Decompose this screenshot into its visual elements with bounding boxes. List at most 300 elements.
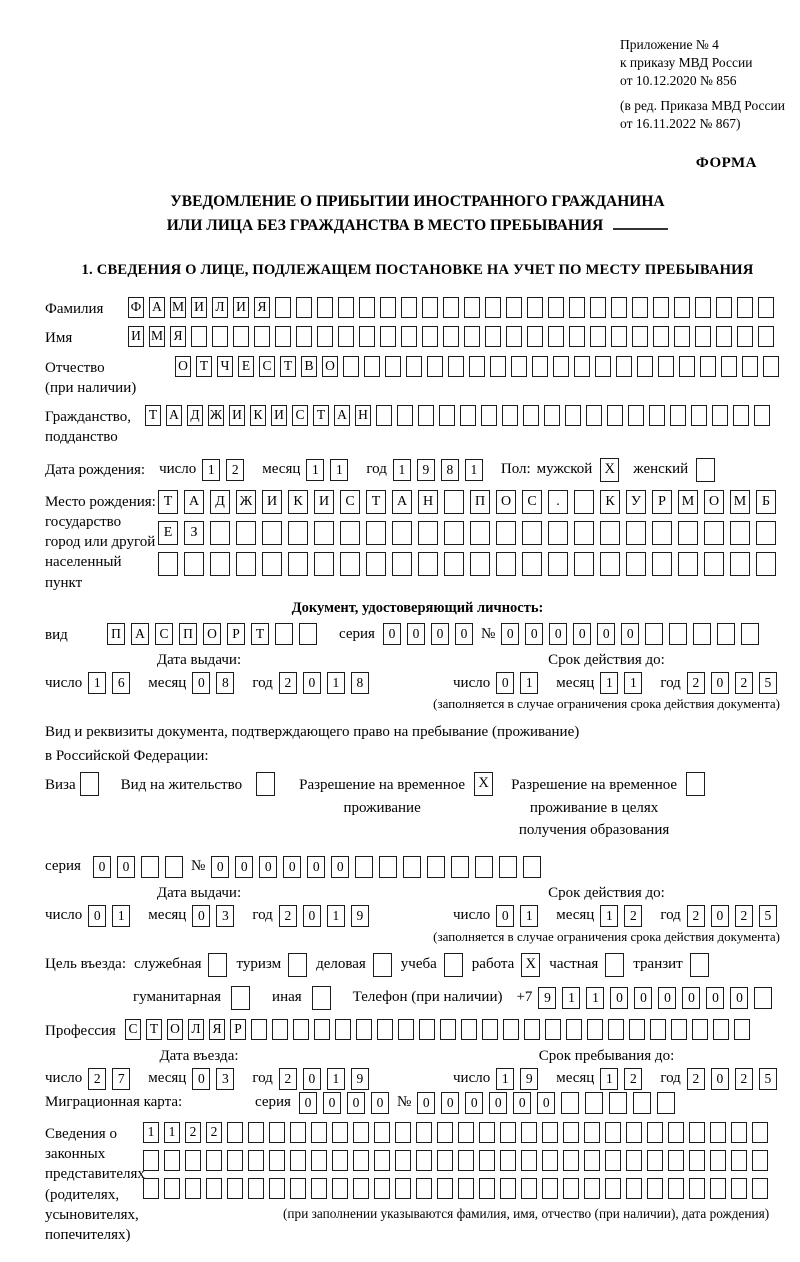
cell[interactable]: Ж bbox=[236, 490, 256, 514]
cell[interactable] bbox=[734, 1019, 750, 1040]
cell[interactable] bbox=[419, 1019, 435, 1040]
cell[interactable] bbox=[340, 552, 360, 576]
cell[interactable] bbox=[248, 1178, 264, 1199]
cell[interactable] bbox=[737, 297, 753, 318]
cell[interactable] bbox=[626, 1122, 642, 1143]
cell[interactable]: А bbox=[131, 623, 149, 645]
cell[interactable]: 0 bbox=[501, 623, 519, 645]
residence-permit-checkbox[interactable] bbox=[256, 772, 275, 796]
cell[interactable] bbox=[716, 297, 732, 318]
cell[interactable] bbox=[485, 326, 501, 347]
cell[interactable]: 2 bbox=[206, 1122, 222, 1143]
cell[interactable] bbox=[548, 552, 568, 576]
cell[interactable] bbox=[437, 1122, 453, 1143]
cell[interactable] bbox=[212, 326, 228, 347]
cell[interactable] bbox=[653, 326, 669, 347]
cell[interactable] bbox=[444, 521, 464, 545]
cell[interactable]: 0 bbox=[192, 672, 210, 694]
cell[interactable]: Я bbox=[254, 297, 270, 318]
cell[interactable]: 0 bbox=[537, 1092, 555, 1114]
cell[interactable]: Т bbox=[280, 356, 296, 377]
cell[interactable] bbox=[376, 405, 392, 426]
cell[interactable] bbox=[500, 1150, 516, 1171]
cell[interactable] bbox=[262, 521, 282, 545]
cell[interactable] bbox=[227, 1122, 243, 1143]
cell[interactable]: 0 bbox=[610, 987, 628, 1009]
cell[interactable] bbox=[668, 1178, 684, 1199]
cell[interactable] bbox=[343, 356, 359, 377]
cell[interactable] bbox=[275, 623, 293, 645]
cell[interactable] bbox=[422, 326, 438, 347]
cell[interactable] bbox=[584, 1178, 600, 1199]
purpose-humanitarian-checkbox[interactable] bbox=[231, 986, 250, 1010]
cell[interactable] bbox=[332, 1178, 348, 1199]
cell[interactable]: Н bbox=[355, 405, 371, 426]
cell[interactable] bbox=[385, 356, 401, 377]
cell[interactable] bbox=[275, 297, 291, 318]
cell[interactable]: Е bbox=[238, 356, 254, 377]
cell[interactable] bbox=[422, 297, 438, 318]
cell[interactable] bbox=[737, 326, 753, 347]
cell[interactable] bbox=[544, 405, 560, 426]
cell[interactable]: Я bbox=[170, 326, 186, 347]
cell[interactable] bbox=[671, 1019, 687, 1040]
cell[interactable] bbox=[730, 552, 750, 576]
cell[interactable]: В bbox=[301, 356, 317, 377]
cell[interactable] bbox=[548, 326, 564, 347]
cell[interactable] bbox=[317, 297, 333, 318]
cell[interactable] bbox=[548, 521, 568, 545]
cell[interactable] bbox=[340, 521, 360, 545]
cell[interactable] bbox=[653, 297, 669, 318]
cell[interactable] bbox=[437, 1150, 453, 1171]
cell[interactable]: 0 bbox=[303, 1068, 321, 1090]
cell[interactable] bbox=[710, 1178, 726, 1199]
cell[interactable]: 0 bbox=[88, 905, 106, 927]
cell[interactable] bbox=[669, 623, 687, 645]
cell[interactable] bbox=[353, 1122, 369, 1143]
cell[interactable] bbox=[563, 1122, 579, 1143]
cell[interactable] bbox=[607, 405, 623, 426]
cell[interactable] bbox=[731, 1150, 747, 1171]
cell[interactable]: 1 bbox=[600, 905, 618, 927]
cell[interactable] bbox=[637, 356, 653, 377]
cell[interactable] bbox=[731, 1178, 747, 1199]
cell[interactable] bbox=[523, 405, 539, 426]
cell[interactable] bbox=[721, 356, 737, 377]
cell[interactable] bbox=[521, 1150, 537, 1171]
cell[interactable] bbox=[678, 521, 698, 545]
cell[interactable] bbox=[565, 405, 581, 426]
cell[interactable]: П bbox=[179, 623, 197, 645]
cell[interactable] bbox=[395, 1122, 411, 1143]
cell[interactable] bbox=[296, 326, 312, 347]
cell[interactable] bbox=[605, 1178, 621, 1199]
cell[interactable]: 0 bbox=[621, 623, 639, 645]
cell[interactable] bbox=[741, 623, 759, 645]
cell[interactable] bbox=[443, 326, 459, 347]
cell[interactable] bbox=[587, 1019, 603, 1040]
cell[interactable]: М bbox=[678, 490, 698, 514]
cell[interactable] bbox=[206, 1150, 222, 1171]
cell[interactable] bbox=[288, 552, 308, 576]
cell[interactable] bbox=[628, 405, 644, 426]
cell[interactable] bbox=[356, 1019, 372, 1040]
cell[interactable]: 1 bbox=[306, 459, 324, 481]
cell[interactable]: Н bbox=[418, 490, 438, 514]
cell[interactable]: Ч bbox=[217, 356, 233, 377]
cell[interactable]: 1 bbox=[624, 672, 642, 694]
cell[interactable] bbox=[143, 1178, 159, 1199]
cell[interactable] bbox=[626, 521, 646, 545]
cell[interactable]: 0 bbox=[711, 672, 729, 694]
cell[interactable]: 7 bbox=[112, 1068, 130, 1090]
cell[interactable]: 2 bbox=[185, 1122, 201, 1143]
cell[interactable] bbox=[416, 1178, 432, 1199]
cell[interactable]: 1 bbox=[164, 1122, 180, 1143]
cell[interactable] bbox=[563, 1150, 579, 1171]
cell[interactable] bbox=[574, 552, 594, 576]
cell[interactable] bbox=[227, 1178, 243, 1199]
cell[interactable]: 1 bbox=[465, 459, 483, 481]
cell[interactable]: А bbox=[149, 297, 165, 318]
cell[interactable] bbox=[314, 1019, 330, 1040]
cell[interactable]: 0 bbox=[117, 856, 135, 878]
cell[interactable]: Р bbox=[230, 1019, 246, 1040]
cell[interactable]: 0 bbox=[192, 905, 210, 927]
cell[interactable]: И bbox=[314, 490, 334, 514]
cell[interactable] bbox=[185, 1150, 201, 1171]
cell[interactable]: 0 bbox=[549, 623, 567, 645]
cell[interactable]: И bbox=[262, 490, 282, 514]
cell[interactable]: 9 bbox=[351, 1068, 369, 1090]
cell[interactable] bbox=[158, 552, 178, 576]
cell[interactable]: М bbox=[149, 326, 165, 347]
purpose-work-checkbox[interactable]: X bbox=[521, 953, 540, 977]
cell[interactable]: С bbox=[259, 356, 275, 377]
cell[interactable] bbox=[290, 1150, 306, 1171]
cell[interactable]: 1 bbox=[586, 987, 604, 1009]
cell[interactable] bbox=[475, 856, 493, 878]
cell[interactable] bbox=[574, 490, 594, 514]
cell[interactable]: 2 bbox=[687, 1068, 705, 1090]
cell[interactable]: 1 bbox=[330, 459, 348, 481]
cell[interactable]: Я bbox=[209, 1019, 225, 1040]
cell[interactable] bbox=[470, 552, 490, 576]
cell[interactable]: 0 bbox=[192, 1068, 210, 1090]
cell[interactable]: К bbox=[250, 405, 266, 426]
cell[interactable]: 0 bbox=[235, 856, 253, 878]
cell[interactable] bbox=[296, 297, 312, 318]
cell[interactable]: 3 bbox=[216, 1068, 234, 1090]
cell[interactable] bbox=[527, 326, 543, 347]
cell[interactable] bbox=[500, 1178, 516, 1199]
cell[interactable]: 0 bbox=[711, 1068, 729, 1090]
cell[interactable]: С bbox=[292, 405, 308, 426]
cell[interactable]: К bbox=[600, 490, 620, 514]
cell[interactable] bbox=[632, 326, 648, 347]
cell[interactable]: Ф bbox=[128, 297, 144, 318]
cell[interactable]: С bbox=[340, 490, 360, 514]
cell[interactable] bbox=[716, 326, 732, 347]
cell[interactable]: 0 bbox=[597, 623, 615, 645]
cell[interactable] bbox=[563, 1178, 579, 1199]
cell[interactable] bbox=[380, 326, 396, 347]
cell[interactable] bbox=[401, 326, 417, 347]
cell[interactable] bbox=[712, 405, 728, 426]
cell[interactable] bbox=[647, 1122, 663, 1143]
cell[interactable] bbox=[670, 405, 686, 426]
cell[interactable] bbox=[584, 1150, 600, 1171]
cell[interactable] bbox=[616, 356, 632, 377]
cell[interactable] bbox=[254, 326, 270, 347]
cell[interactable] bbox=[561, 1092, 579, 1114]
cell[interactable] bbox=[490, 356, 506, 377]
cell[interactable]: 0 bbox=[634, 987, 652, 1009]
cell[interactable]: 1 bbox=[520, 905, 538, 927]
cell[interactable] bbox=[590, 297, 606, 318]
cell[interactable]: 9 bbox=[520, 1068, 538, 1090]
cell[interactable] bbox=[269, 1150, 285, 1171]
cell[interactable] bbox=[233, 326, 249, 347]
cell[interactable] bbox=[210, 552, 230, 576]
cell[interactable] bbox=[460, 405, 476, 426]
cell[interactable]: Д bbox=[210, 490, 230, 514]
cell[interactable] bbox=[496, 521, 516, 545]
cell[interactable] bbox=[506, 297, 522, 318]
cell[interactable]: 0 bbox=[303, 672, 321, 694]
cell[interactable]: 2 bbox=[624, 1068, 642, 1090]
cell[interactable] bbox=[311, 1122, 327, 1143]
cell[interactable]: 0 bbox=[496, 672, 514, 694]
cell[interactable] bbox=[695, 326, 711, 347]
cell[interactable] bbox=[695, 297, 711, 318]
cell[interactable] bbox=[418, 521, 438, 545]
cell[interactable]: 0 bbox=[489, 1092, 507, 1114]
cell[interactable]: 1 bbox=[327, 672, 345, 694]
cell[interactable]: . bbox=[548, 490, 568, 514]
cell[interactable] bbox=[359, 297, 375, 318]
cell[interactable]: 0 bbox=[303, 905, 321, 927]
cell[interactable] bbox=[756, 521, 776, 545]
cell[interactable]: 0 bbox=[331, 856, 349, 878]
cell[interactable] bbox=[574, 356, 590, 377]
cell[interactable]: 2 bbox=[279, 672, 297, 694]
cell[interactable]: 8 bbox=[441, 459, 459, 481]
cell[interactable] bbox=[374, 1122, 390, 1143]
cell[interactable] bbox=[754, 987, 772, 1009]
cell[interactable]: О bbox=[496, 490, 516, 514]
cell[interactable]: 5 bbox=[759, 672, 777, 694]
cell[interactable] bbox=[545, 1019, 561, 1040]
cell[interactable]: Т bbox=[313, 405, 329, 426]
cell[interactable] bbox=[633, 1092, 651, 1114]
visa-checkbox[interactable] bbox=[80, 772, 99, 796]
cell[interactable]: Б bbox=[756, 490, 776, 514]
cell[interactable] bbox=[314, 552, 334, 576]
cell[interactable] bbox=[674, 297, 690, 318]
cell[interactable] bbox=[704, 552, 724, 576]
cell[interactable]: А bbox=[334, 405, 350, 426]
cell[interactable]: О bbox=[322, 356, 338, 377]
cell[interactable]: Т bbox=[145, 405, 161, 426]
cell[interactable] bbox=[227, 1150, 243, 1171]
cell[interactable] bbox=[374, 1150, 390, 1171]
cell[interactable] bbox=[500, 1122, 516, 1143]
cell[interactable] bbox=[608, 1019, 624, 1040]
cell[interactable] bbox=[689, 1122, 705, 1143]
cell[interactable] bbox=[730, 521, 750, 545]
cell[interactable] bbox=[758, 297, 774, 318]
cell[interactable] bbox=[206, 1178, 222, 1199]
cell[interactable] bbox=[668, 1122, 684, 1143]
cell[interactable] bbox=[752, 1150, 768, 1171]
cell[interactable]: 5 bbox=[759, 1068, 777, 1090]
cell[interactable] bbox=[418, 552, 438, 576]
cell[interactable]: П bbox=[470, 490, 490, 514]
cell[interactable] bbox=[427, 856, 445, 878]
cell[interactable] bbox=[262, 552, 282, 576]
cell[interactable]: И bbox=[229, 405, 245, 426]
cell[interactable] bbox=[293, 1019, 309, 1040]
cell[interactable]: Р bbox=[227, 623, 245, 645]
cell[interactable] bbox=[416, 1122, 432, 1143]
cell[interactable] bbox=[609, 1092, 627, 1114]
cell[interactable] bbox=[403, 856, 421, 878]
cell[interactable]: 0 bbox=[93, 856, 111, 878]
cell[interactable]: 0 bbox=[455, 623, 473, 645]
cell[interactable]: И bbox=[191, 297, 207, 318]
cell[interactable] bbox=[392, 552, 412, 576]
cell[interactable]: 1 bbox=[202, 459, 220, 481]
cell[interactable] bbox=[521, 1122, 537, 1143]
cell[interactable] bbox=[691, 405, 707, 426]
cell[interactable]: 2 bbox=[687, 905, 705, 927]
cell[interactable]: 2 bbox=[279, 1068, 297, 1090]
cell[interactable] bbox=[269, 1122, 285, 1143]
cell[interactable] bbox=[332, 1122, 348, 1143]
cell[interactable] bbox=[440, 1019, 456, 1040]
cell[interactable] bbox=[689, 1178, 705, 1199]
cell[interactable]: 2 bbox=[735, 905, 753, 927]
cell[interactable] bbox=[290, 1178, 306, 1199]
cell[interactable] bbox=[585, 1092, 603, 1114]
cell[interactable] bbox=[713, 1019, 729, 1040]
cell[interactable] bbox=[611, 297, 627, 318]
cell[interactable] bbox=[626, 1150, 642, 1171]
cell[interactable] bbox=[395, 1178, 411, 1199]
cell[interactable] bbox=[248, 1122, 264, 1143]
cell[interactable] bbox=[553, 356, 569, 377]
cell[interactable] bbox=[626, 552, 646, 576]
cell[interactable]: 0 bbox=[383, 623, 401, 645]
cell[interactable]: 1 bbox=[143, 1122, 159, 1143]
cell[interactable] bbox=[674, 326, 690, 347]
cell[interactable] bbox=[584, 1122, 600, 1143]
cell[interactable] bbox=[586, 405, 602, 426]
cell[interactable]: 9 bbox=[351, 905, 369, 927]
cell[interactable] bbox=[506, 326, 522, 347]
cell[interactable] bbox=[629, 1019, 645, 1040]
cell[interactable] bbox=[756, 552, 776, 576]
cell[interactable] bbox=[717, 623, 735, 645]
cell[interactable] bbox=[143, 1150, 159, 1171]
cell[interactable]: 2 bbox=[226, 459, 244, 481]
cell[interactable] bbox=[437, 1178, 453, 1199]
cell[interactable] bbox=[522, 552, 542, 576]
cell[interactable] bbox=[521, 1178, 537, 1199]
cell[interactable]: О bbox=[175, 356, 191, 377]
cell[interactable]: 2 bbox=[687, 672, 705, 694]
cell[interactable]: 0 bbox=[211, 856, 229, 878]
cell[interactable] bbox=[692, 1019, 708, 1040]
cell[interactable] bbox=[236, 521, 256, 545]
cell[interactable] bbox=[353, 1178, 369, 1199]
cell[interactable] bbox=[374, 1178, 390, 1199]
cell[interactable] bbox=[626, 1178, 642, 1199]
cell[interactable]: 0 bbox=[441, 1092, 459, 1114]
cell[interactable] bbox=[395, 1150, 411, 1171]
cell[interactable]: У bbox=[626, 490, 646, 514]
cell[interactable] bbox=[364, 356, 380, 377]
cell[interactable] bbox=[542, 1178, 558, 1199]
cell[interactable] bbox=[532, 356, 548, 377]
cell[interactable] bbox=[632, 297, 648, 318]
cell[interactable]: А bbox=[184, 490, 204, 514]
cell[interactable]: М bbox=[170, 297, 186, 318]
cell[interactable] bbox=[272, 1019, 288, 1040]
cell[interactable]: Л bbox=[212, 297, 228, 318]
cell[interactable]: 0 bbox=[283, 856, 301, 878]
cell[interactable] bbox=[482, 1019, 498, 1040]
cell[interactable] bbox=[647, 1150, 663, 1171]
cell[interactable]: 0 bbox=[711, 905, 729, 927]
cell[interactable]: Т bbox=[146, 1019, 162, 1040]
cell[interactable] bbox=[439, 405, 455, 426]
cell[interactable]: 0 bbox=[299, 1092, 317, 1114]
cell[interactable] bbox=[569, 326, 585, 347]
cell[interactable]: З bbox=[184, 521, 204, 545]
cell[interactable] bbox=[485, 297, 501, 318]
cell[interactable] bbox=[141, 856, 159, 878]
cell[interactable] bbox=[401, 297, 417, 318]
cell[interactable] bbox=[470, 521, 490, 545]
cell[interactable] bbox=[164, 1178, 180, 1199]
cell[interactable]: 2 bbox=[88, 1068, 106, 1090]
cell[interactable]: С bbox=[155, 623, 173, 645]
cell[interactable] bbox=[251, 1019, 267, 1040]
cell[interactable] bbox=[511, 356, 527, 377]
cell[interactable] bbox=[657, 1092, 675, 1114]
cell[interactable] bbox=[763, 356, 779, 377]
cell[interactable] bbox=[458, 1150, 474, 1171]
cell[interactable]: 0 bbox=[730, 987, 748, 1009]
cell[interactable] bbox=[503, 1019, 519, 1040]
cell[interactable]: 0 bbox=[407, 623, 425, 645]
cell[interactable]: 0 bbox=[431, 623, 449, 645]
cell[interactable] bbox=[275, 326, 291, 347]
cell[interactable] bbox=[269, 1178, 285, 1199]
cell[interactable]: 2 bbox=[624, 905, 642, 927]
cell[interactable] bbox=[338, 326, 354, 347]
cell[interactable]: 0 bbox=[525, 623, 543, 645]
cell[interactable] bbox=[595, 356, 611, 377]
cell[interactable] bbox=[469, 356, 485, 377]
cell[interactable] bbox=[668, 1150, 684, 1171]
cell[interactable] bbox=[645, 623, 663, 645]
cell[interactable] bbox=[481, 405, 497, 426]
cell[interactable] bbox=[523, 856, 541, 878]
